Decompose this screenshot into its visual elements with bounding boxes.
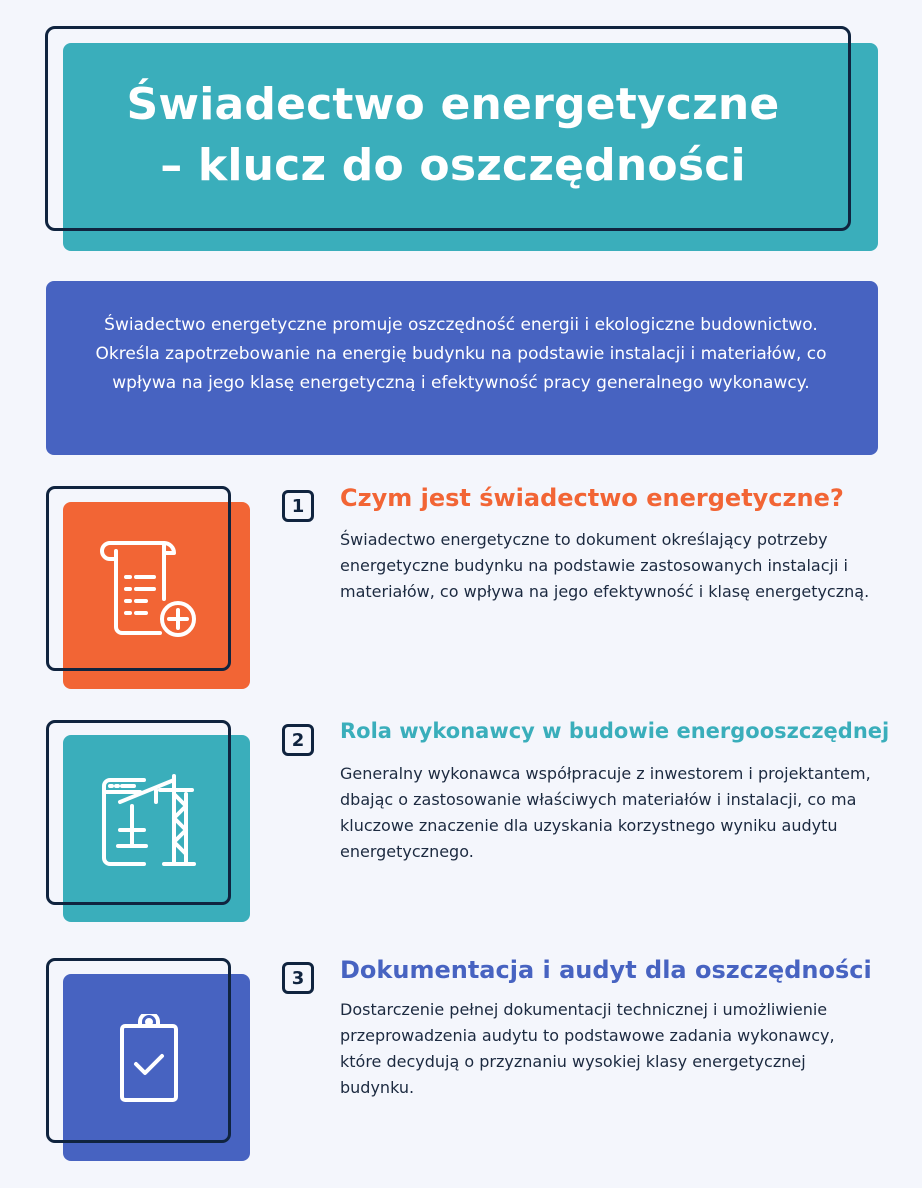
section-2-number-badge: 2: [282, 724, 314, 756]
section-1-number-badge: 1: [282, 490, 314, 522]
document-scroll-plus-icon: [96, 537, 200, 641]
page-title-line1: Świadectwo energetyczne: [126, 79, 780, 130]
section-2-title: Rola wykonawcy w budowie energooszczędnej: [340, 719, 890, 743]
section-3-text: Dostarczenie pełnej dokumentacji technicznej i umożliwienie przeprowadzenia audytu to podstawowe zadania wykonawcy, które decydują o przyznaniu wysokiej klasy energetycznej budynku.: [340, 1000, 835, 1097]
intro-text: Świadectwo energetyczne promuje oszczędność energii i ekologiczne budownictwo. Określa zapotrzebowanie na energię budynku na podstawie instalacji i materiałów, co wpływa na jego klasę energetyczną i efektywność pracy generalnego wykonawcy.: [95, 315, 827, 393]
page-title-line2: – klucz do oszczędności: [160, 140, 746, 191]
section-1-text: Świadectwo energetyczne to dokument określający potrzeby energetyczne budynku na podstawie zastosowanych instalacji i materiałów, co wpływa na jego efektywność i klasę energetyczną.: [340, 530, 870, 601]
section-3-number-badge: 3: [282, 962, 314, 994]
section-3-title: Dokumentacja i audyt dla oszczędności: [340, 956, 872, 984]
construction-crane-icon: [100, 772, 198, 870]
section-1-title: Czym jest świadectwo energetyczne?: [340, 484, 844, 512]
clipboard-check-icon: [118, 1014, 180, 1104]
page-title: [63, 74, 843, 196]
section-2-text: Generalny wykonawca współpracuje z inwestorem i projektantem, dbając o zastosowanie właściwych materiałów i instalacji, co ma kluczowe znaczenie dla uzyskania korzystnego wyniku audytu energetycznego.: [340, 764, 871, 861]
